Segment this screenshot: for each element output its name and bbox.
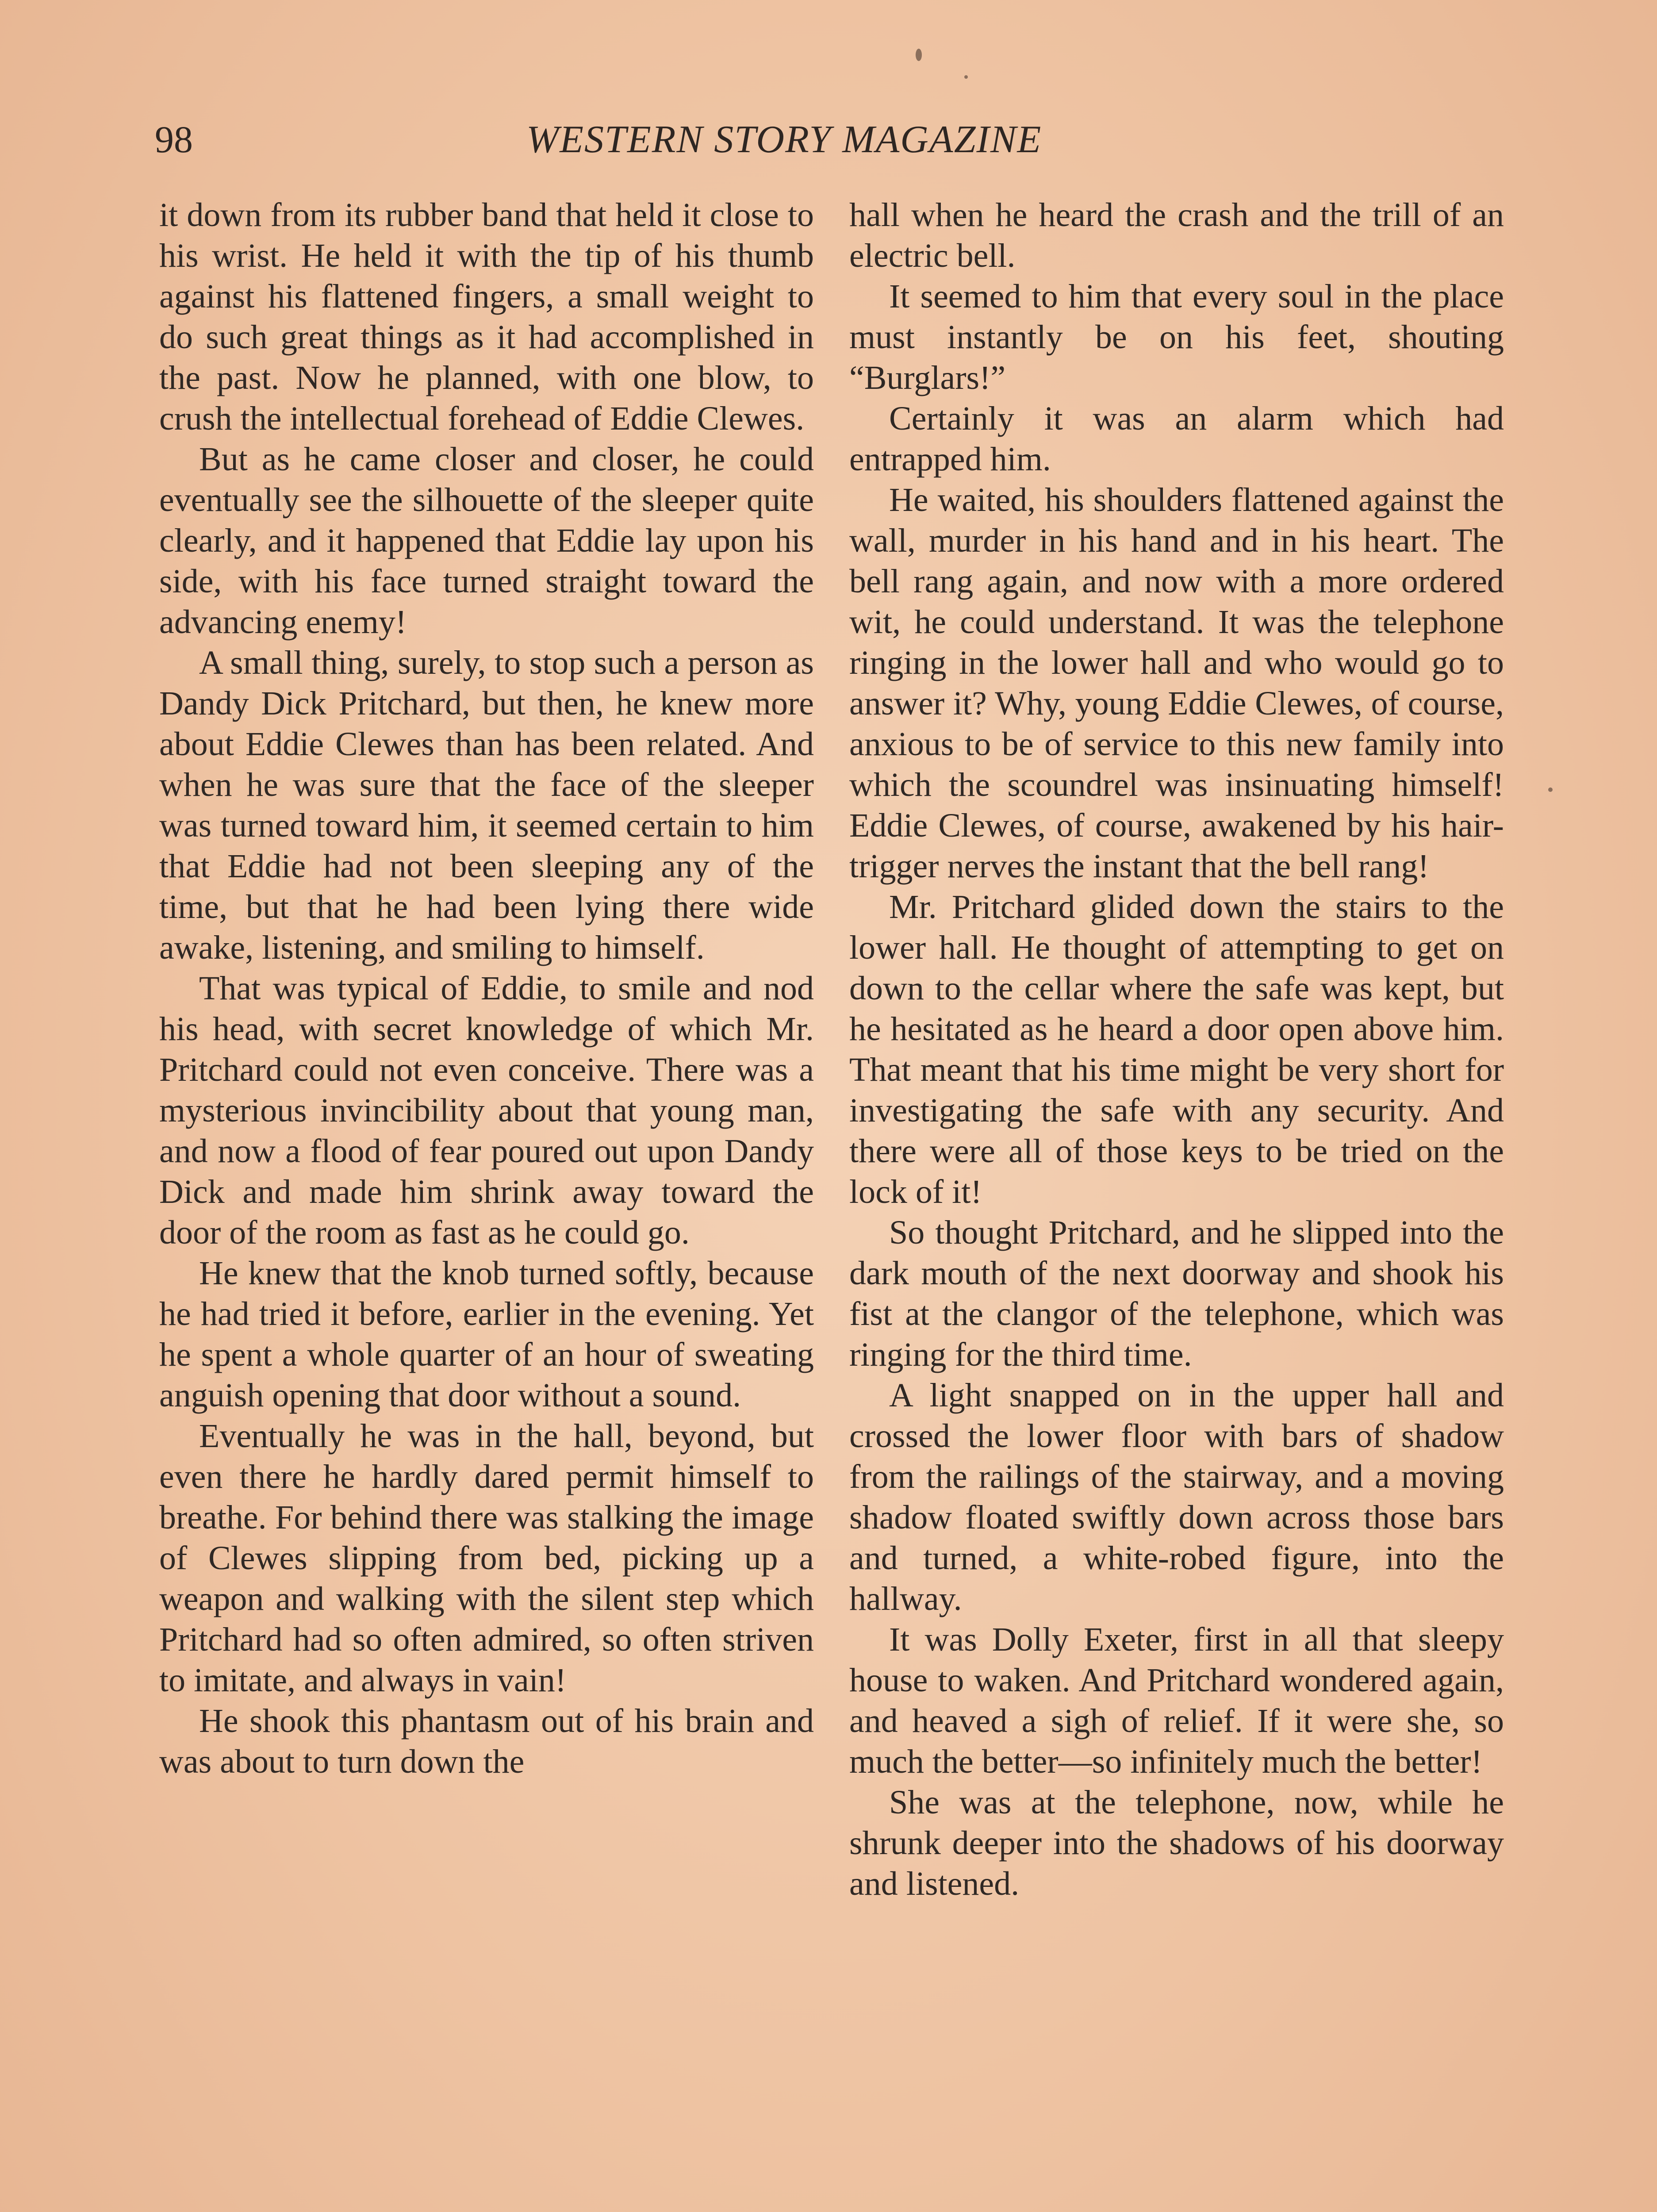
- paragraph: hall when he heard the crash and the trill of an electric bell.: [849, 196, 1504, 274]
- paragraph: That was typical of Eddie, to smile and nod his head, with secret knowledge of which Mr. Pritchard could not even conceive. There was a mysterious invincibility about that young man, and now a flood of fear poured out upon Dandy Dick and made him shrink away toward the door of the room as fast as he could go.: [159, 970, 814, 1251]
- right-column: [849, 195, 1504, 1904]
- paper-speck: [964, 75, 968, 79]
- paragraph: Certainly it was an alarm which had entrapped him.: [849, 400, 1504, 478]
- page-header: [155, 113, 1141, 170]
- paragraph: He knew that the knob turned softly, because he had tried it before, earlier in the evening. Yet he spent a whole quarter of an hour of sweating anguish opening that door without a sound.: [159, 1255, 814, 1414]
- left-column: [159, 195, 814, 1782]
- paragraph: A light snapped on in the upper hall and crossed the lower floor with bars of shadow from the railings of the stairway, and a moving shadow floated swiftly down across those bars and turned, a white-robed figure, into the hallway.: [849, 1377, 1504, 1617]
- paper-speck: [1548, 787, 1553, 792]
- paragraph: it down from its rubber band that held it close to his wrist. He held it with the tip of his thumb against his flattened fingers, a small weight to do such great things as it had accomplished in the past. Now he planned, with one blow, to crush the intellectual forehead of Eddie Clewes.: [159, 196, 814, 437]
- paper-speck: [916, 49, 922, 61]
- page-number: 98: [155, 118, 193, 161]
- paragraph: It was Dolly Exeter, first in all that sleepy house to waken. And Pritchard wondered again, and heaved a sigh of relief. If it were she, so much the better—so infinitely much the better!: [849, 1621, 1504, 1780]
- paragraph: Eventually he was in the hall, beyond, but even there he hardly dared permit himself to breathe. For behind there was stalking the image of Clewes slipping from bed, picking up a weapon and walking with the silent step which Pritchard had so often admired, so often striven to imitate, and always in vain!: [159, 1417, 814, 1699]
- paragraph: Mr. Pritchard glided down the stairs to the lower hall. He thought of attempting to get on down to the cellar where the safe was kept, but he hesitated as he heard a door open above him. That meant that his time might be very short for investigating the safe with any security. And there were all of those keys to be tried on the lock of it!: [849, 888, 1504, 1210]
- paragraph: He waited, his shoulders flattened against the wall, murder in his hand and in his heart. The bell rang again, and now with a more ordered wit, he could understand. It was the telephone ringing in the lower hall and who would go to answer it? Why, young Eddie Clewes, of course, anxious to be of service to this new family into which the scoundrel was insinuating himself! Eddie Clewes, of course, awakened by his hair-trigger nerves the instant that the bell rang!: [849, 481, 1504, 885]
- paragraph: She was at the telephone, now, while he shrunk deeper into the shadows of his doorway and listened.: [849, 1784, 1504, 1902]
- paragraph: He shook this phantasm out of his brain and was about to turn down the: [159, 1702, 814, 1780]
- paragraph: It seemed to him that every soul in the place must instantly be on his feet, shouting “Burglars!”: [849, 278, 1504, 396]
- paragraph: A small thing, surely, to stop such a person as Dandy Dick Pritchard, but then, he knew more about Eddie Clewes than has been related. And when he was sure that the face of the sleeper was turned toward him, it seemed certain to him that Eddie had not been sleeping any of the time, but that he had been lying there wide awake, listening, and smiling to himself.: [159, 644, 814, 966]
- running-title: WESTERN STORY MAGAZINE: [526, 118, 1042, 161]
- paragraph: But as he came closer and closer, he could eventually see the silhouette of the sleeper quite clearly, and it happened that Eddie lay upon his side, with his face turned straight toward the advancing enemy!: [159, 441, 814, 641]
- paragraph: So thought Pritchard, and he slipped into the dark mouth of the next doorway and shook his fist at the clangor of the telephone, which was ringing for the third time.: [849, 1214, 1504, 1373]
